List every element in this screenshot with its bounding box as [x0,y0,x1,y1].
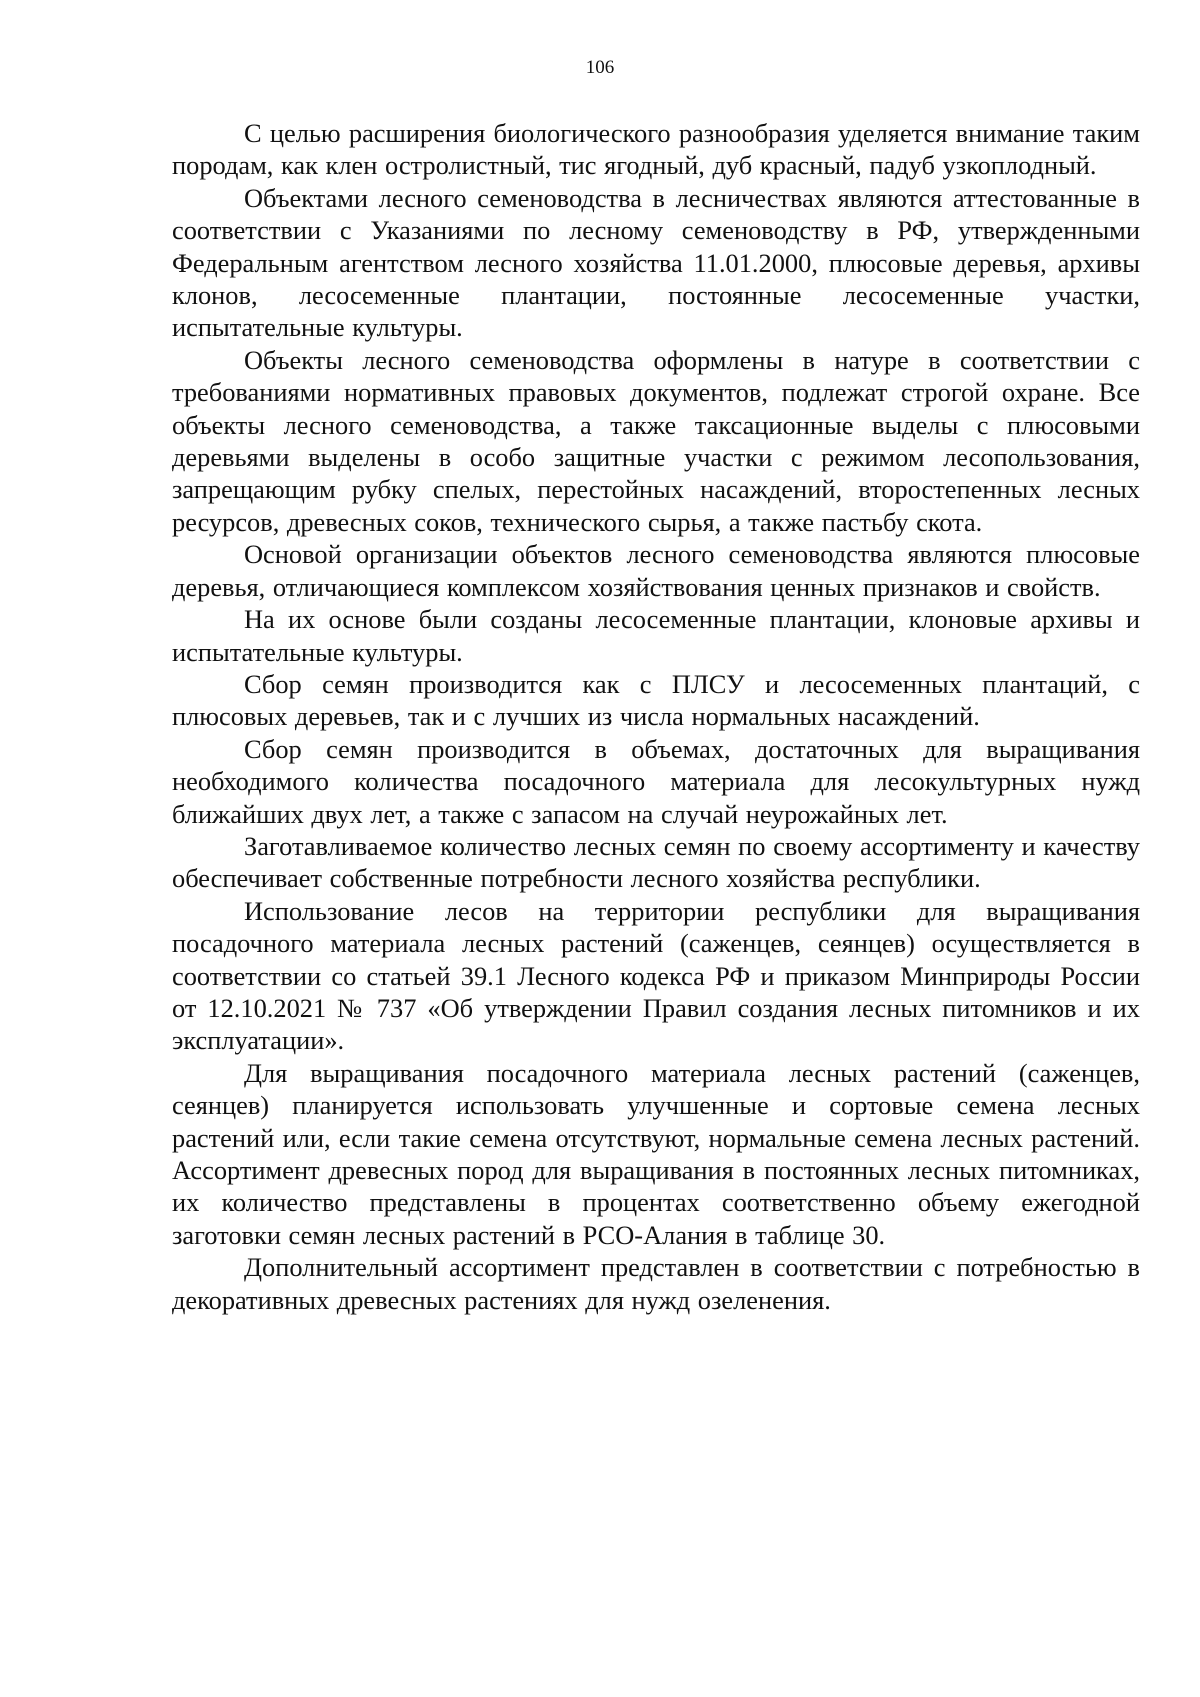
paragraph: Объекты лесного семеноводства оформлены в натуре в соответствии с требованиями нормативных правовых документов, подлежат строгой охране. Все объекты лесного семеноводства, а также таксационные выделы с плюсовыми деревьями выделены в особо защитные участки с режимом лесопользования, запрещающим рубку спелых, перестойных насаждений, второстепенных лесных ресурсов, древесных соков, технического сырья, а также пастьбу скота. [172,344,1140,537]
paragraph: Использование лесов на территории республики для выращивания посадочного материала лесных растений (саженцев, сеянцев) осуществляется в соответствии со статьей 39.1 Лесного кодекса РФ и приказом Минприроды России от 12.10.2021 № 737 «Об утверждении Правил создания лесных питомников и их эксплуатации». [172,895,1140,1056]
paragraph: Сбор семян производится как с ПЛСУ и лесосеменных плантаций, с плюсовых деревьев, так и с лучших из числа нормальных насаждений. [172,668,1140,732]
paragraph: Основой организации объектов лесного семеноводства являются плюсовые деревья, отличающиеся комплексом хозяйствования ценных признаков и свойств. [172,539,1140,602]
paragraph: Для выращивания посадочного материала лесных растений (саженцев, сеянцев) планируется использовать улучшенные и сортовые семена лесных растений или, если такие семена отсутствуют, нормальные семена лесных растений. Ассортимент древесных пород для выращивания в постоянных лесных питомниках, их количество представлены в процентах соответственно объему ежегодной заготовки семян лесных растений в РСО-Алания в таблице 30. [172,1057,1140,1250]
document-body [172,117,1140,1316]
paragraph: Заготавливаемое количество лесных семян по своему ассортименту и качеству обеспечивает собственные потребности лесного хозяйства республики. [172,830,1140,894]
paragraph: С целью расширения биологического разнообразия уделяется внимание таким породам, как клен остролистный, тис ягодный, дуб красный, падуб узкоплодный. [172,118,1140,181]
page-number: 106 [585,57,615,78]
paragraph: Объектами лесного семеноводства в лесничествах являются аттестованные в соответствии с Указаниями по лесному семеноводству в РФ, утвержденными Федеральным агентством лесного хозяйства 11.01.2000, плюсовые деревья, архивы клонов, лесосеменные плантации, постоянные лесосеменные участки, испытательные культуры. [172,182,1140,343]
paragraph: Сбор семян производится в объемах, достаточных для выращивания необходимого количества посадочного материала для лесокультурных нужд ближайших двух лет, а также с запасом на случай неурожайных лет. [172,733,1140,829]
paragraph: На их основе были созданы лесосеменные плантации, клоновые архивы и испытательные культуры. [172,604,1140,667]
paragraph: Дополнительный ассортимент представлен в соответствии с потребностью в декоративных древесных растениях для нужд озеленения. [172,1252,1140,1315]
